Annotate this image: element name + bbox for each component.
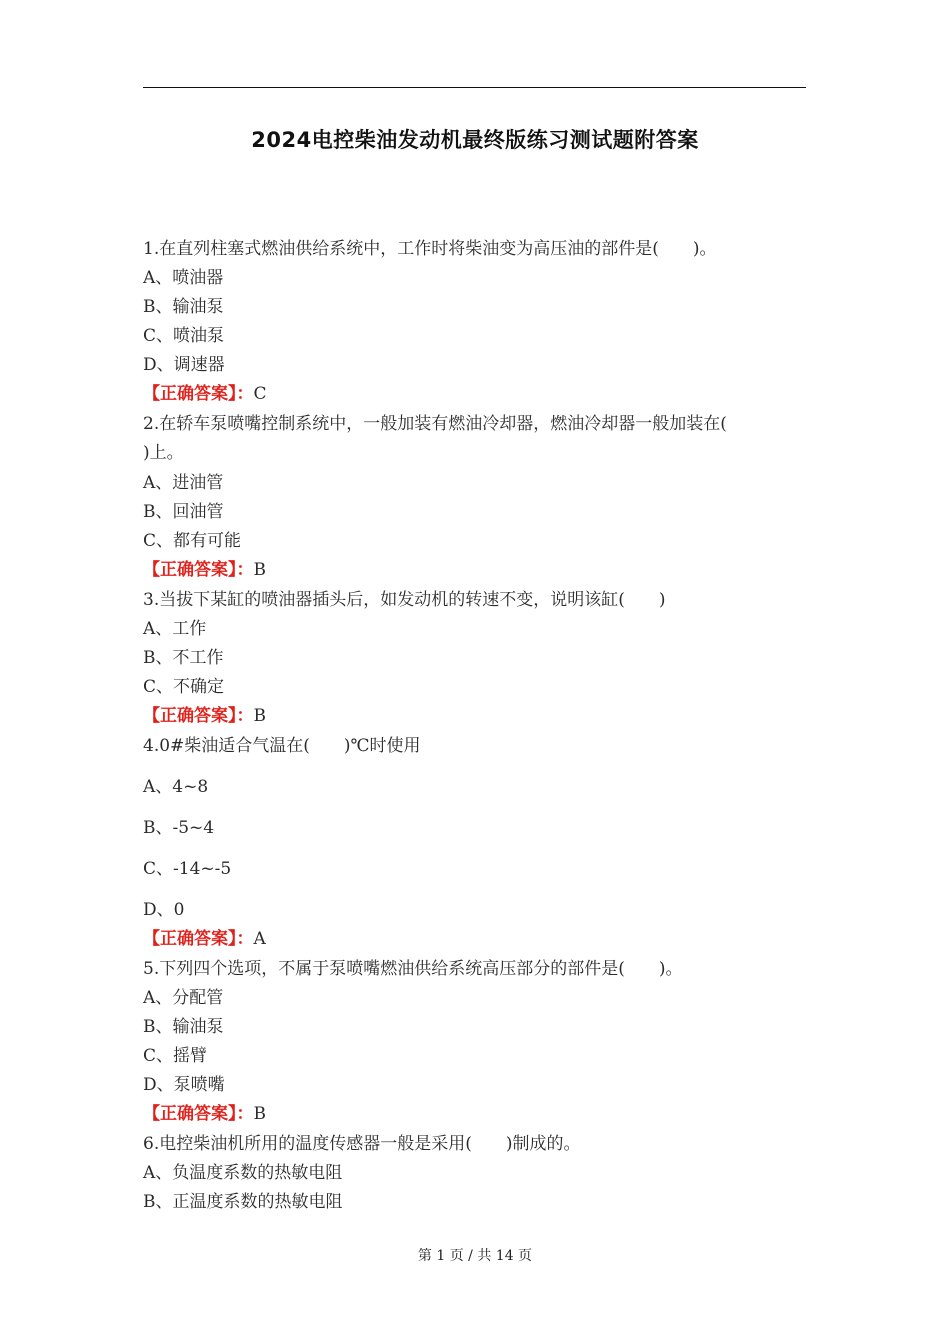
question-6-option-a: A、负温度系数的热敏电阻 [143,1163,343,1183]
question-6-stem: 6.电控柴油机所用的温度传感器一般是采用( )制成的。 [143,1134,581,1154]
question-1-option-a: A、喷油器 [143,268,224,288]
question-1-option-b: B、输油泵 [143,297,224,317]
answer-value: B [253,560,266,580]
answer-label: 【正确答案】： [143,1104,254,1124]
question-3-option-c: C、不确定 [143,677,225,697]
question-3-option-a: A、工作 [143,619,207,639]
question-2-option-b: B、回油管 [143,502,224,522]
question-2-option-a: A、进油管 [143,473,224,493]
question-5-option-b: B、输油泵 [143,1017,224,1037]
question-5-option-d: D、泵喷嘴 [143,1075,225,1095]
page-footer: 第 1 页 / 共 14 页 [417,1248,533,1264]
answer-value: A [253,929,266,949]
document-title: 2024电控柴油发动机最终版练习测试题附答案 [251,128,699,152]
question-3-answer [143,705,813,727]
question-2-stem: 2.在轿车泵喷嘴控制系统中，一般加装有燃油冷却器，燃油冷却器一般加装在( [143,414,727,434]
answer-label: 【正确答案】： [143,706,254,726]
answer-value: B [253,1104,266,1124]
question-5-stem: 5.下列四个选项，不属于泵喷嘴燃油供给系统高压部分的部件是( )。 [143,959,683,979]
question-3-option-b: B、不工作 [143,648,224,668]
question-4-stem: 4.0#柴油适合气温在( )℃时使用 [143,736,421,756]
question-4-option-c: C、-14~-5 [143,859,232,879]
question-6-option-b: B、正温度系数的热敏电阻 [143,1192,343,1212]
question-2-answer [143,559,813,581]
question-5-option-a: A、分配管 [143,988,224,1008]
question-4-option-a: A、4~8 [143,777,209,797]
question-4-option-b: B、-5~4 [143,818,215,838]
header-rule [143,87,806,88]
question-1-stem: 1.在直列柱塞式燃油供给系统中，工作时将柴油变为高压油的部件是( )。 [143,239,717,259]
question-2-option-c: C、都有可能 [143,531,242,551]
answer-label: 【正确答案】： [143,929,254,949]
question-1-answer [143,383,813,405]
question-4-answer [143,928,813,950]
answer-value: B [253,706,266,726]
question-5-option-c: C、摇臂 [143,1046,208,1066]
answer-value: C [253,384,267,404]
answer-label: 【正确答案】： [143,560,254,580]
question-2-stem-continued: )上。 [143,443,184,463]
question-3-stem: 3.当拔下某缸的喷油器插头后，如发动机的转速不变，说明该缸( ) [143,590,666,610]
question-1-option-d: D、调速器 [143,355,225,375]
question-4-option-d: D、0 [143,900,185,920]
answer-label: 【正确答案】： [143,384,254,404]
question-1-option-c: C、喷油泵 [143,326,225,346]
question-5-answer [143,1103,813,1125]
